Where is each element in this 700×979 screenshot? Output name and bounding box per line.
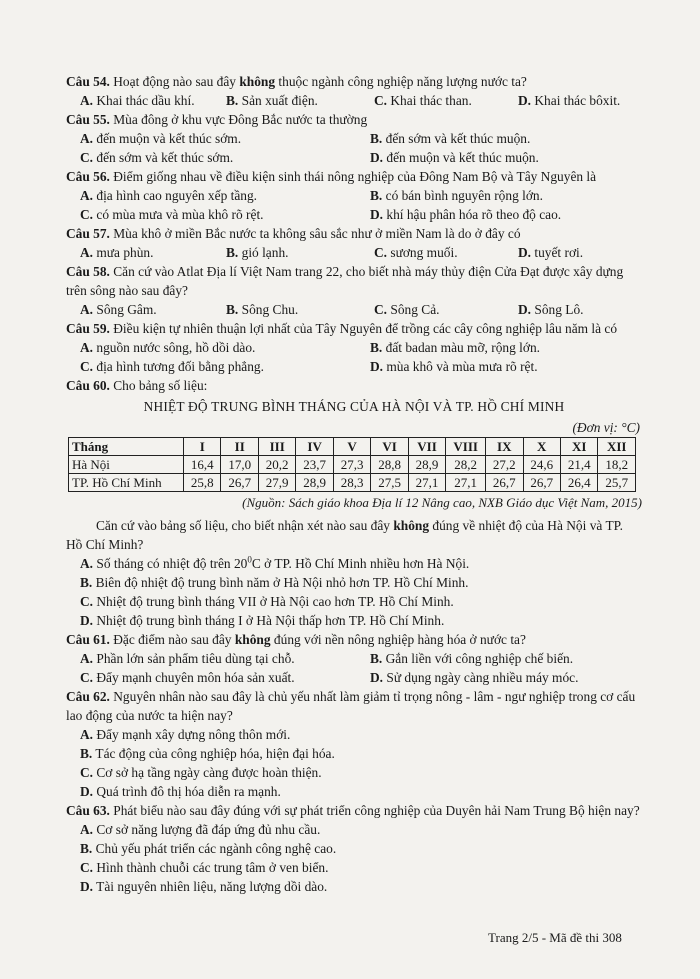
table-row [69,456,636,474]
q54-option-d[interactable]: D. Khai thác bôxit. [518,93,621,108]
table-cell: 26,7 [221,474,258,492]
q56-option-d[interactable]: D. khí hậu phân hóa rõ theo độ cao. [370,207,562,222]
table-cell: 17,0 [221,456,258,474]
q63-option-b[interactable]: B. Chủ yếu phát triển các ngành công nghệ cao. [80,841,337,856]
table-cell: 27,3 [333,456,370,474]
q59-option-d[interactable]: D. mùa khô và mùa mưa rõ rệt. [370,359,538,374]
table-header-cell: VI [371,438,408,456]
question-57: Câu 57. Mùa khô ở miền Bắc nước ta không sâu sắc như ở miền Nam là do ở đây có [66,226,521,241]
table-header-cell: I [184,438,221,456]
q61-option-d[interactable]: D. Sử dụng ngày càng nhiều máy móc. [370,670,579,685]
table-cell: 28,8 [371,456,408,474]
table-header-cell: II [221,438,258,456]
q55-options [80,129,642,167]
temperature-table [68,437,636,492]
q58-option-c[interactable]: C. Sông Cả. [374,302,440,317]
table-cell: 28,9 [408,456,445,474]
table-cell: 28,3 [333,474,370,492]
q57-option-a[interactable]: A. mưa phùn. [80,245,154,260]
q63-option-d[interactable]: D. Tài nguyên nhiên liệu, năng lượng dồi dào. [80,879,328,894]
q61-option-a[interactable]: A. Phần lớn sản phẩm tiêu dùng tại chỗ. [80,651,295,666]
table-header-cell: VIII [446,438,486,456]
table-cell: 18,2 [598,456,636,474]
page-footer: Trang 2/5 - Mã đề thi 308 [488,930,622,945]
table-row-label: Hà Nội [69,456,184,474]
q59-option-b[interactable]: B. đất badan màu mỡ, rộng lớn. [370,340,540,355]
table-source: (Nguồn: Sách giáo khoa Địa lí 12 Nâng cao, NXB Giáo dục Việt Nam, 2015) [242,495,642,510]
table-row [69,474,636,492]
table-cell: 27,5 [371,474,408,492]
q60-option-a[interactable]: A. Số tháng có nhiệt độ trên $20^0C$ ở TP. Hồ Chí Minh nhiều hơn Hà Nội. [80,554,470,571]
q61-option-b[interactable]: B. Gắn liền với công nghiệp chế biến. [370,651,574,666]
table-header-cell: Tháng [69,438,184,456]
q57-options [80,243,642,262]
question-55: Câu 55. Mùa đông ở khu vực Đông Bắc nước ta thường [66,112,368,127]
table-cell: 23,7 [296,456,333,474]
question-59: Câu 59. Điều kiện tự nhiên thuận lợi nhất của Tây Nguyên để trồng các cây công nghiệp lâu năm là có [66,321,618,336]
q58-options [80,300,642,319]
table-cell: 20,2 [258,456,295,474]
table-header-cell: III [258,438,295,456]
question-63: Câu 63. Phát biểu nào sau đây đúng với sự phát triển công nghiệp của Duyên hải Nam Trung Bộ hiện nay? [66,803,640,818]
q58-option-d[interactable]: D. Sông Lô. [518,302,584,317]
question-58: Câu 58. Căn cứ vào Atlat Địa lí Việt Nam trang 22, cho biết nhà máy thủy điện Cửa Đạt được xây dựng trên sông nào sau đây? [66,264,624,298]
q61-options [80,649,642,687]
q54-options [80,91,642,110]
q56-option-b[interactable]: B. có bán bình nguyên rộng lớn. [370,188,543,203]
q55-option-a[interactable]: A. đến muộn và kết thúc sớm. [80,131,242,146]
table-cell: 27,1 [408,474,445,492]
q62-option-b[interactable]: B. Tác động của công nghiệp hóa, hiện đại hóa. [80,746,335,761]
table-header-cell: XII [598,438,636,456]
q62-options [80,725,642,801]
q57-option-d[interactable]: D. tuyết rơi. [518,245,584,260]
q57-option-b[interactable]: B. gió lạnh. [226,245,289,260]
q54-option-a[interactable]: A. Khai thác dầu khí. [80,93,195,108]
q55-option-c[interactable]: C. đến sớm và kết thúc sớm. [80,150,234,165]
table-cell: 26,7 [523,474,560,492]
table-header-cell: VII [408,438,445,456]
q58-option-a[interactable]: A. Sông Gâm. [80,302,157,317]
q56-options [80,186,642,224]
q59-option-c[interactable]: C. địa hình tương đối bằng phẳng. [80,359,264,374]
q63-option-c[interactable]: C. Hình thành chuỗi các trung tâm ở ven biển. [80,860,329,875]
q54-option-c[interactable]: C. Khai thác than. [374,93,472,108]
q59-options [80,338,642,376]
q62-option-a[interactable]: A. Đẩy mạnh xây dựng nông thôn mới. [80,727,291,742]
table-cell: 26,4 [560,474,597,492]
q58-option-b[interactable]: B. Sông Chu. [226,302,299,317]
question-61: Câu 61. Đặc điểm nào sau đây không đúng với nền nông nghiệp hàng hóa ở nước ta? [66,632,526,647]
q57-option-c[interactable]: C. sương muối. [374,245,458,260]
q62-option-c[interactable]: C. Cơ sở hạ tầng ngày càng được hoàn thiện. [80,765,322,780]
table-unit: (Đơn vị: °C) [572,420,640,435]
q63-options [80,820,642,896]
q56-option-c[interactable]: C. có mùa mưa và mùa khô rõ rệt. [80,207,264,222]
q54-option-b[interactable]: B. Sản xuất điện. [226,93,318,108]
q60-stem: Căn cứ vào bảng số liệu, cho biết nhận xét nào sau đây không đúng về nhiệt độ của Hà Nội và TP. Hồ Chí Minh? [66,518,623,552]
table-header-cell: IX [486,438,523,456]
table-cell: 27,1 [446,474,486,492]
question-60: Câu 60. Cho bảng số liệu: [66,378,208,393]
q61-option-c[interactable]: C. Đẩy mạnh chuyên môn hóa sản xuất. [80,670,295,685]
q60-option-b[interactable]: B. Biên độ nhiệt độ trung bình năm ở Hà Nội nhỏ hơn TP. Hồ Chí Minh. [80,575,469,590]
q63-option-a[interactable]: A. Cơ sở năng lượng đã đáp ứng đủ nhu cầu. [80,822,321,837]
table-header-row [69,438,636,456]
table-title: NHIỆT ĐỘ TRUNG BÌNH THÁNG CỦA HÀ NỘI VÀ TP. HỒ CHÍ MINH [143,399,565,414]
q60-options [80,554,642,630]
table-cell: 24,6 [523,456,560,474]
table-header-cell: X [523,438,560,456]
table-cell: 27,9 [258,474,295,492]
table-row-label: TP. Hồ Chí Minh [69,474,184,492]
q55-option-b[interactable]: B. đến sớm và kết thúc muộn. [370,131,531,146]
table-cell: 21,4 [560,456,597,474]
table-cell: 28,2 [446,456,486,474]
table-header-cell: V [333,438,370,456]
question-54: Câu 54. Hoạt động nào sau đây không thuộc ngành công nghiệp năng lượng nước ta? [66,74,527,89]
q59-option-a[interactable]: A. nguồn nước sông, hồ dồi dào. [80,340,256,355]
table-cell: 16,4 [184,456,221,474]
table-header-cell: IV [296,438,333,456]
table-header-cell: XI [560,438,597,456]
q55-option-d[interactable]: D. đến muộn và kết thúc muộn. [370,150,539,165]
q56-option-a[interactable]: A. địa hình cao nguyên xếp tầng. [80,188,258,203]
q60-option-d[interactable]: D. Nhiệt độ trung bình tháng I ở Hà Nội thấp hơn TP. Hồ Chí Minh. [80,613,445,628]
question-56: Câu 56. Điểm giống nhau về điều kiện sinh thái nông nghiệp của Đông Nam Bộ và Tây Nguyên là [66,169,597,184]
table-cell: 27,2 [486,456,523,474]
question-62: Câu 62. Nguyên nhân nào sau đây là chủ yếu nhất làm giảm tỉ trọng nông - lâm - ngư nghiệp trong cơ cấu lao động của nước ta hiện nay? [66,689,636,723]
q62-option-d[interactable]: D. Quá trình đô thị hóa diễn ra mạnh. [80,784,281,799]
q60-option-c[interactable]: C. Nhiệt độ trung bình tháng VII ở Hà Nội cao hơn TP. Hồ Chí Minh. [80,594,454,609]
table-cell: 25,8 [184,474,221,492]
table-cell: 28,9 [296,474,333,492]
table-cell: 25,7 [598,474,636,492]
table-cell: 26,7 [486,474,523,492]
